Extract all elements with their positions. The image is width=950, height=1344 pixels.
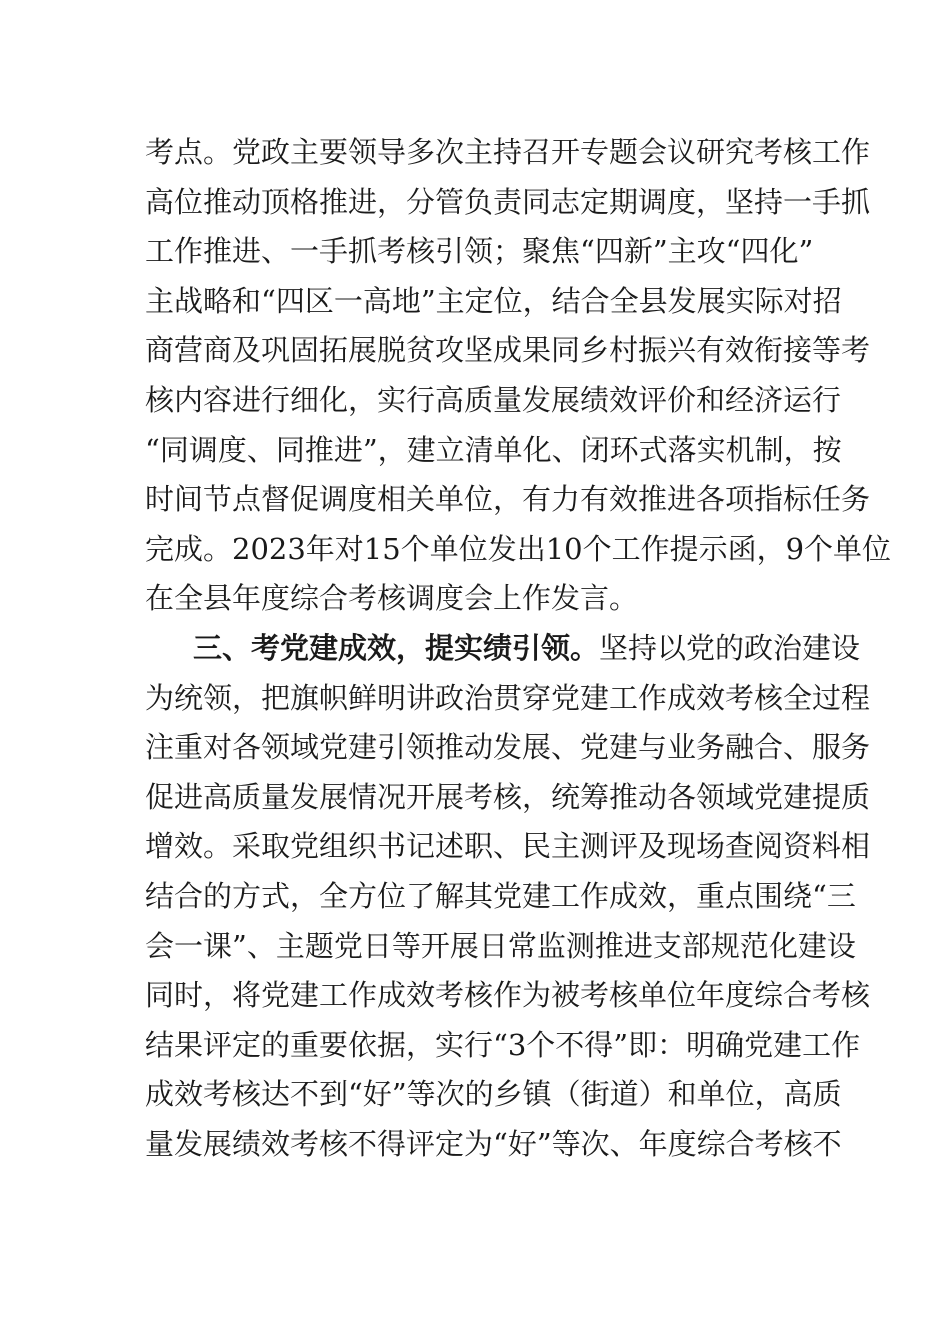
text-line: “同调度、同推进”，建立清单化、闭环式落实机制，按 (145, 432, 842, 467)
text-line: 结合的方式，全方位了解其党建工作成效，重点围绕“三 (145, 878, 856, 913)
text-line: 完成。2023年对15个单位发出10个工作提示函，9个单位 (145, 531, 892, 566)
text-line: 时间节点督促调度相关单位，有力有效推进各项指标任务 (145, 482, 871, 517)
text-line: 同时，将党建工作成效考核作为被考核单位年度综合考核 (145, 978, 871, 1013)
section-heading-line (145, 624, 861, 674)
section-heading: 三、考党建成效，提实绩引领。 (193, 630, 600, 665)
text-line: 核内容进行细化，实行高质量发展绩效评价和经济运行 (145, 382, 842, 417)
text-line: 注重对各领域党建引领推动发展、党建与业务融合、服务 (145, 730, 871, 765)
paragraph-party-building (145, 624, 871, 1170)
text-line: 为统领，把旗帜鲜明讲政治贯穿党建工作成效考核全过程 (145, 680, 871, 715)
text-line: 结果评定的重要依据，实行“3个不得”即：明确党建工作 (145, 1027, 861, 1062)
text-line: 促进高质量发展情况开展考核，统筹推动各领域党建提质 (145, 779, 871, 814)
text-line: 增效。采取党组织书记述职、民主测评及现场查阅资料相 (145, 829, 871, 864)
document-body (145, 128, 892, 1169)
text-line: 会一课”、主题党日等开展日常监测推进支部规范化建设 (145, 928, 856, 963)
text-line: 量发展绩效考核不得评定为“好”等次、年度综合考核不 (145, 1126, 842, 1161)
text-line: 高位推动顶格推进，分管负责同志定期调度，坚持一手抓 (145, 184, 871, 219)
text-line: 商营商及巩固拓展脱贫攻坚成果同乡村振兴有效衔接等考 (145, 333, 871, 368)
paragraph-assessment-points (145, 128, 892, 624)
text-line: 成效考核达不到“好”等次的乡镇（街道）和单位，高质 (145, 1077, 842, 1112)
text-line-rest: 坚持以党的政治建设 (599, 630, 861, 665)
text-line: 在全县年度综合考核调度会上作发言。 (145, 581, 639, 616)
text-line: 主战略和“四区一高地”主定位，结合全县发展实际对招 (145, 283, 842, 318)
text-line: 工作推进、一手抓考核引领；聚焦“四新”主攻“四化” (145, 234, 814, 269)
text-line: 考点。党政主要领导多次主持召开专题会议研究考核工作 (145, 135, 871, 169)
